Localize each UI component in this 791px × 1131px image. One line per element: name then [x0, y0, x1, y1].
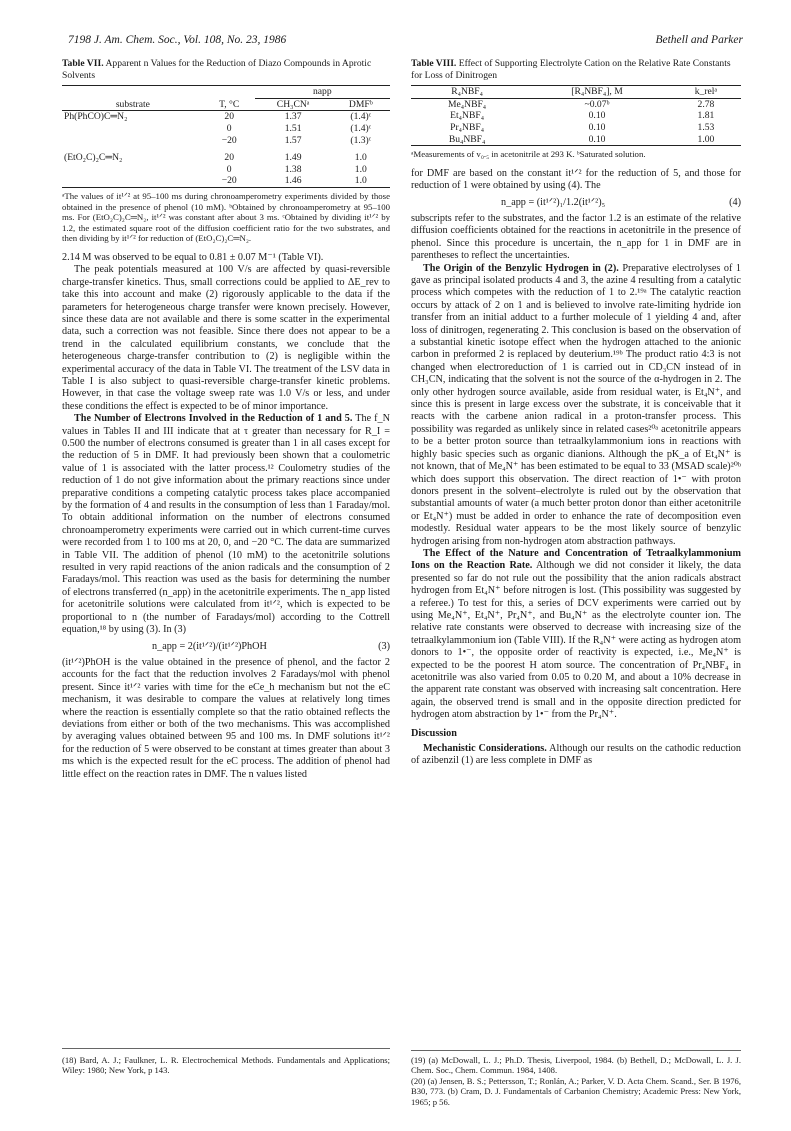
table-cell: 1.00 — [697, 133, 715, 145]
paragraph-text: Although our results on the cathodic reduction of azibenzil (1) are less complete in DMF as — [411, 743, 741, 767]
table-row — [62, 111, 390, 123]
right-column — [411, 58, 741, 768]
table-cell — [62, 123, 204, 135]
table7-label: Table VII. — [62, 58, 104, 69]
body-paragraph — [62, 413, 390, 636]
equation-4 — [411, 197, 741, 209]
table-row — [411, 98, 741, 110]
paragraph-text: Although we did not consider it likely, the data presented so far do not rule out the possibility that the anion radicals abstract hydrogen from Et₄N⁺ before nitrogen is lost. (This possibility was suggested by a referee.) To test for this, a series of DCV experiments were carried out by using Me₄N⁺, Et₄N⁺, Pr₄N⁺, and Bu₄N⁺ as the electrolyte counter ion. The relative rate constants were observed to decrease with increasing size of the tetraalkylammonium ion (Table VIII). If the R₄N⁺ were acting as hydrogen atom donors to 1•⁻, the opposite order of reactivity is expected, i.e., Me₄N⁺ is expected to be the poorest H atom source. The concentration of Pr₄NBF₄ in acetonitrile was also varied from 0.05 to 0.20 M, and about a 10% decrease in the apparent rate constant was observed with increasing salt concentration. Here again, the observed trend is small and in the opposite direction predicted for hydrogen atom abstraction by 1•⁻ from the Pr₄N⁺. — [411, 560, 741, 721]
table8-col-header: R₄NBF₄ — [451, 86, 483, 98]
table-row — [411, 122, 741, 134]
table-row — [62, 164, 390, 176]
table-cell: (1.3)ᶜ — [350, 134, 372, 146]
table-cell: Ph(PhCO)C═N₂ — [64, 111, 128, 123]
table-row — [411, 110, 741, 122]
table8-col-header: [R₄NBF₄], M — [571, 86, 623, 98]
table-cell: −20 — [221, 175, 237, 187]
body-paragraph — [411, 743, 741, 768]
table-cell: 1.49 — [284, 152, 302, 164]
body-paragraph: for DMF are based on the constant it¹ᐟ² for the reduction of 5, and those for reduction of 1 were obtained by using (4). The — [411, 167, 741, 192]
table-cell: Et₄NBF₄ — [450, 110, 485, 122]
table7 — [62, 85, 390, 188]
table-cell — [62, 175, 204, 187]
table-cell: Pr₄NBF₄ — [450, 121, 485, 133]
table-cell: ~0.07ᵇ — [584, 98, 610, 110]
equation-3-number: (3) — [378, 640, 390, 652]
body-paragraph: subscripts refer to the substrates, and the factor 1.2 is an estimate of the relative diffusion coefficients obtained for the reactions in acetonitrile in the presence of phenol. Since this procedure is uncertain, the n_app for 1 in DMF are in parentheses to reflect the uncertainties. — [411, 212, 741, 262]
table-cell: 20 — [224, 111, 234, 123]
table-cell: 1.37 — [284, 111, 302, 123]
table8-footnote: ᵃMeasurements of v₀.₅ in acetonitrile at 293 K. ᵇSaturated solution. — [411, 149, 646, 160]
table-cell: −20 — [221, 134, 237, 146]
running-header-journal: 7198 J. Am. Chem. Soc., Vol. 108, No. 23, 1986 — [68, 34, 287, 46]
table-cell: 20 — [224, 152, 234, 164]
table7-col-header: DMFᵇ — [348, 98, 373, 110]
section-heading-tetraalkyl: The Effect of the Nature and Concentration of Tetraalkylammonium Ions on the Reaction Rate. — [411, 547, 741, 572]
table-cell: 0.10 — [588, 110, 606, 122]
table-cell: 0.10 — [588, 133, 606, 145]
table-cell: 0.10 — [588, 121, 606, 133]
table-cell: 0 — [226, 163, 232, 175]
table8-caption — [411, 58, 741, 81]
table-row — [62, 123, 390, 135]
body-paragraph: (it¹ᐟ²)PhOH is the value obtained in the presence of phenol, and the factor 2 accounts for the fact that the reduction involves 2 Faradays/mol with phenol present. Since it¹ᐟ² varies with time for the eCe_h mechanism but not the eC mechanism, it was desirable to compare the values at relatively long times where the reaction is essentially complete so that the ratio obtained reflects the deviations from either or both of the two mechanisms. This was accomplished by averaging values obtained between 95 and 100 ms. In DMF solutions it¹ᐟ² for the reduction of 5 were observed to be constant at times greater than about 3 ms which is the expected result for the eC process. The addition of phenol had little effect on the reaction rates in DMF. The n values listed — [62, 656, 390, 780]
table-cell: 0 — [226, 122, 232, 134]
reference-item: (18) Bard, A. J.; Faulkner, L. R. Electrochemical Methods. Fundamentals and Applications; Wiley: 1980; New York, p 143. — [62, 1055, 390, 1076]
table8 — [411, 85, 741, 146]
table-cell: 1.0 — [354, 152, 367, 164]
equation-4-expression: n_app = (it¹ᐟ²)₁/1.2(it¹ᐟ²)₅ — [501, 196, 606, 208]
section-heading-benzylic: The Origin of the Benzylic Hydrogen in (2). — [423, 262, 619, 274]
table-cell: 1.0 — [354, 175, 367, 187]
table7-col-header: substrate — [115, 98, 150, 110]
table-cell — [62, 164, 204, 176]
body-paragraph — [411, 548, 741, 722]
table-row — [62, 175, 390, 187]
footnote-references-right — [411, 1050, 741, 1107]
running-header-authors: Bethell and Parker — [655, 34, 743, 46]
table7-col-header: T, °C — [219, 98, 240, 110]
table-cell: (EtO₂C)₂C═N₂ — [64, 152, 123, 164]
table-row — [62, 135, 390, 147]
table-cell: 1.53 — [697, 121, 715, 133]
table-cell: 1.0 — [354, 163, 367, 175]
reference-item: (20) (a) Jensen, B. S.; Pettersson, T.; Ronlán, A.; Parker, V. D. Acta Chem. Scand., Ser. B 1976, B30, 773. (b) Cram, D. J. Fundamentals of Carbanion Chemistry; Academic Press: New York, 1965; p 56. — [411, 1075, 741, 1107]
table-cell: 1.38 — [284, 163, 302, 175]
table-row — [411, 134, 741, 146]
table8-col-header: k_relᵃ — [694, 86, 718, 98]
table7-caption — [62, 58, 390, 81]
equation-3-expression: n_app = 2(it¹ᐟ²)/(it¹ᐟ²)PhOH — [152, 640, 267, 652]
table-cell: 1.81 — [697, 110, 715, 122]
table7-caption-text: Apparent n Values for the Reduction of Diazo Compounds in Aprotic Solvents — [62, 58, 372, 81]
body-paragraph: The peak potentials measured at 100 V/s are affected by quasi-reversible charge-transfer kinetics. Thus, small corrections could be applied to ΔE_rev to take this into account and make (2) rigorously applicable to the data if the parameters for heterogeneous charge transfer were known precisely. However, since these data are not available and there is some scatter in the experimental data, such a correction was not feasible. Since there does not appear to be a trend in the calculated equilibrium constants, we conclude that the heterogeneous charge-transfer contribution to (2) is negligible within the experimental accuracy of the data in Table VI. The treatment of the LSV data in Table I is also subject to quasi-reversible charge-transfer kinetic problems. However, in that case the voltage sweep rate was 1.0 V/s or less, and under these conditions the effect is expected to be of minor importance. — [62, 264, 390, 412]
table-row — [62, 146, 390, 164]
table8-label: Table VIII. — [411, 58, 457, 69]
table-cell: 2.78 — [697, 98, 715, 110]
paragraph-text: The f_N values in Tables II and III indicate that at τ greater than necessary for R_I = 0.500 the number of electrons consumed is greater than 1 in all cases except for the reduction of 5 in DMF. It had previously been shown that a coulometric value of 1 is associated with the latter process.¹² Coulometry studies of the reduction of 1 do not give information about the primary reactions since under preparative conditions a competing catalytic process takes place accompanied by the formation of 4 and results in the consumption of less than 1 Faraday/mol. To obtain additional information on the number of electrons consumed chronoamperometry experiments were carried out in which current-time curves were recorded from 1 to 100 ms at 20, 0, and −20 °C. The data are summarized in Table VII. The addition of phenol (10 mM) to the acetonitrile solutions resulted in very rapid reactions of the anion radicals and the consumption of 2 Faradays/mol. This reaction was used as the basis for determining the number of electrons transferred (n_app) in the acetonitrile experiments. The n_app listed for acetonitrile solutions were calculated from it¹ᐟ², which is expected to be proportional to n (the number of Faradays/mol) according to the Cottrell equation,¹⁸ by using (3). In (3) — [62, 413, 390, 636]
table-cell: 1.46 — [284, 175, 302, 187]
reference-item: (19) (a) McDowall, L. J.; Ph.D. Thesis, Liverpool, 1984. (b) Bethell, D.; McDowall, L. J. J. Chem. Soc., Chem. Commun. 1984, 1408. — [411, 1055, 741, 1076]
left-column — [62, 58, 390, 781]
equation-4-number: (4) — [729, 196, 741, 208]
table-cell: 1.57 — [284, 134, 302, 146]
table-cell: Bu₄NBF₄ — [448, 133, 486, 145]
body-paragraph: 2.14 M was observed to be equal to 0.81 ± 0.07 M⁻¹ (Table VI). — [62, 251, 324, 263]
paragraph-text: Preparative electrolyses of 1 gave as principal isolated products 4 and 3, the azine 4 resulting from a catalytic process which competes with the reduction of 1 to 2.¹⁹ᵃ The catalytic reaction occurs by attack of 2 on 1 and is believed to involve rate-limiting hydride ion transfer from an initial adduct to a further molecule of 1 yielding 4 and, after loss of dinitrogen, regenerating 2. This conclusion is based on the observation of a substantial kinetic isotope effect when the hydrogen attached to the anionic carbon in preformed 2 is replaced by deuterium.¹⁹ᵇ The product ratio 4:3 is not changed when electroreduction of 1 is carried out in CD₃CN instead of in CH₃CN, indicating that the solvent is not the source of the α-hydrogen in 2. The only other hydrogen source available, aside from residual water, is Et₄N⁺, and since this is present in large excess over the substrate, it is conceivable that it reacts with the carbene anion radical in a proton-transfer process. This possibility was regarded as unlikely since in related cases²⁰ᵃ acetonitrile appears to be a better proton source than tetraalkylammonium ions in reactions with highly basic species such as organic dianions. Although the pK_a of Et₄N⁺ is not known, that of Me₄N⁺ has been estimated to be equal to 33 (MSAD scale)²⁰ᵇ which does support this observation. The direct reaction of 1•⁻ with proton donors present in the solvent–electrolyte is ruled out by the observation that substantial amounts of water (a much better proton donor than either acetonitrile or Et₄N⁺) must be added in order to enhance the rate of decomposition even modestly. Residual water appears to be the most likely source of benzylic hydrogen arising from non-hydrogen atom abstraction pathways. — [411, 262, 742, 547]
table7-footnote: ᵃThe values of it¹ᐟ² at 95–100 ms during chronoamperometry experiments divided by those obtained in the presence of phenol (10 mM). ᵇObtained by chronoamperometry at 95–100 ms. For (EtO₂C)₂C═N₂, it¹ᐟ² was constant after about 3 ms. ᶜObtained by dividing it¹ᐟ² by 1.2, the estimated square root of the diffusion coefficient ratio for the two substrates, and then dividing by it¹ᐟ² for reduction of (EtO₂C)₂C═N₂. — [62, 190, 390, 244]
table-cell: 1.51 — [284, 122, 302, 134]
footnote-references-left — [62, 1048, 390, 1076]
table-cell: Me₄NBF₄ — [448, 98, 487, 110]
section-heading-electrons: The Number of Electrons Involved in the Reduction of 1 and 5. — [74, 413, 353, 425]
table-cell: (1.4)ᶜ — [350, 122, 372, 134]
section-title-discussion: Discussion — [411, 727, 457, 739]
table7-napp-header: napp — [255, 86, 390, 99]
table-cell: (1.4)ᶜ — [350, 111, 372, 123]
body-paragraph — [411, 263, 741, 548]
equation-3 — [62, 641, 390, 653]
table7-col-header: CH₃CNᵃ — [276, 98, 310, 110]
table8-caption-text: Effect of Supporting Electrolyte Cation on the Relative Rate Constants for Loss of Dinitrogen — [411, 58, 731, 81]
table-cell — [62, 135, 204, 147]
section-heading-mechanistic: Mechanistic Considerations. — [423, 743, 547, 755]
